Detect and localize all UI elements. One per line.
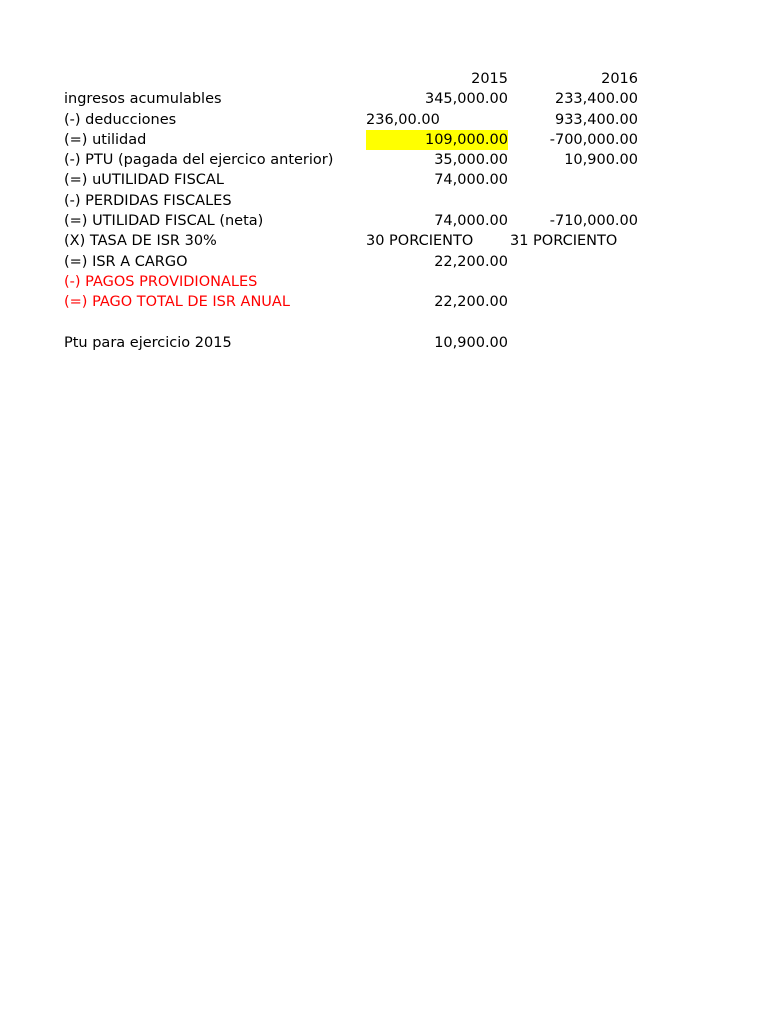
value-2016 — [508, 191, 638, 211]
spreadsheet-page — [0, 69, 768, 353]
footer-label: Ptu para ejercicio 2015 — [64, 334, 232, 351]
value-2016: 933,400.00 — [554, 111, 638, 128]
row-label: (-) PAGOS PROVIDIONALES — [64, 273, 258, 290]
value-2015: 22,200.00 — [434, 294, 508, 311]
value-2015: 30 PORCIENTO — [366, 233, 474, 250]
row-utilidad-fiscal-neta — [0, 211, 768, 231]
value-2015-highlighted: 109,000.00 — [366, 130, 508, 150]
header-2016: 2016 — [601, 71, 638, 87]
value-2015: 74,000.00 — [434, 213, 508, 230]
value-2015: 345,000.00 — [424, 91, 508, 108]
row-ingresos-acumulables — [0, 89, 768, 109]
value-2016 — [508, 272, 638, 292]
row-label: (=) ISR A CARGO — [64, 253, 188, 270]
row-label: (=) utilidad — [64, 131, 147, 148]
row-tasa-isr — [0, 231, 768, 251]
row-label: (=) PAGO TOTAL DE ISR ANUAL — [64, 294, 290, 311]
value-2016: 31 PORCIENTO — [510, 233, 618, 250]
row-isr-a-cargo — [0, 252, 768, 272]
value-2016 — [508, 252, 638, 272]
value-2015: 35,000.00 — [434, 152, 508, 169]
footer-value-2015: 10,900.00 — [434, 334, 508, 351]
row-label: ingresos acumulables — [64, 91, 222, 108]
row-perdidas-fiscales — [0, 191, 768, 211]
header-row — [0, 69, 768, 89]
value-2016: 10,900.00 — [564, 152, 638, 169]
value-2015: 74,000.00 — [434, 172, 508, 189]
value-2015 — [366, 191, 508, 211]
value-2016: 233,400.00 — [554, 91, 638, 108]
row-utilidad — [0, 130, 768, 150]
value-2015: 236,00.00 — [366, 111, 440, 128]
row-ptu — [0, 150, 768, 170]
row-label: (=) uUTILIDAD FISCAL — [64, 172, 224, 189]
row-label: (-) PERDIDAS FISCALES — [64, 192, 232, 209]
row-utilidad-fiscal — [0, 170, 768, 190]
value-2016: -710,000.00 — [549, 213, 638, 230]
row-pago-total-isr — [0, 292, 768, 312]
header-2015: 2015 — [471, 71, 508, 87]
value-2015 — [366, 272, 508, 292]
row-ptu-ejercicio — [0, 333, 768, 353]
blank-row — [0, 313, 768, 333]
row-label: (-) PTU (pagada del ejercico anterior) — [64, 152, 334, 169]
value-2016 — [508, 170, 638, 190]
value-2016: -700,000.00 — [549, 131, 638, 148]
row-label: (X) TASA DE ISR 30% — [64, 233, 217, 250]
row-label: (-) deducciones — [64, 111, 177, 128]
row-pagos-provisionales — [0, 272, 768, 292]
row-deducciones — [0, 110, 768, 130]
value-2016 — [508, 292, 638, 312]
row-label: (=) UTILIDAD FISCAL (neta) — [64, 213, 264, 230]
value-2015: 22,200.00 — [434, 253, 508, 270]
